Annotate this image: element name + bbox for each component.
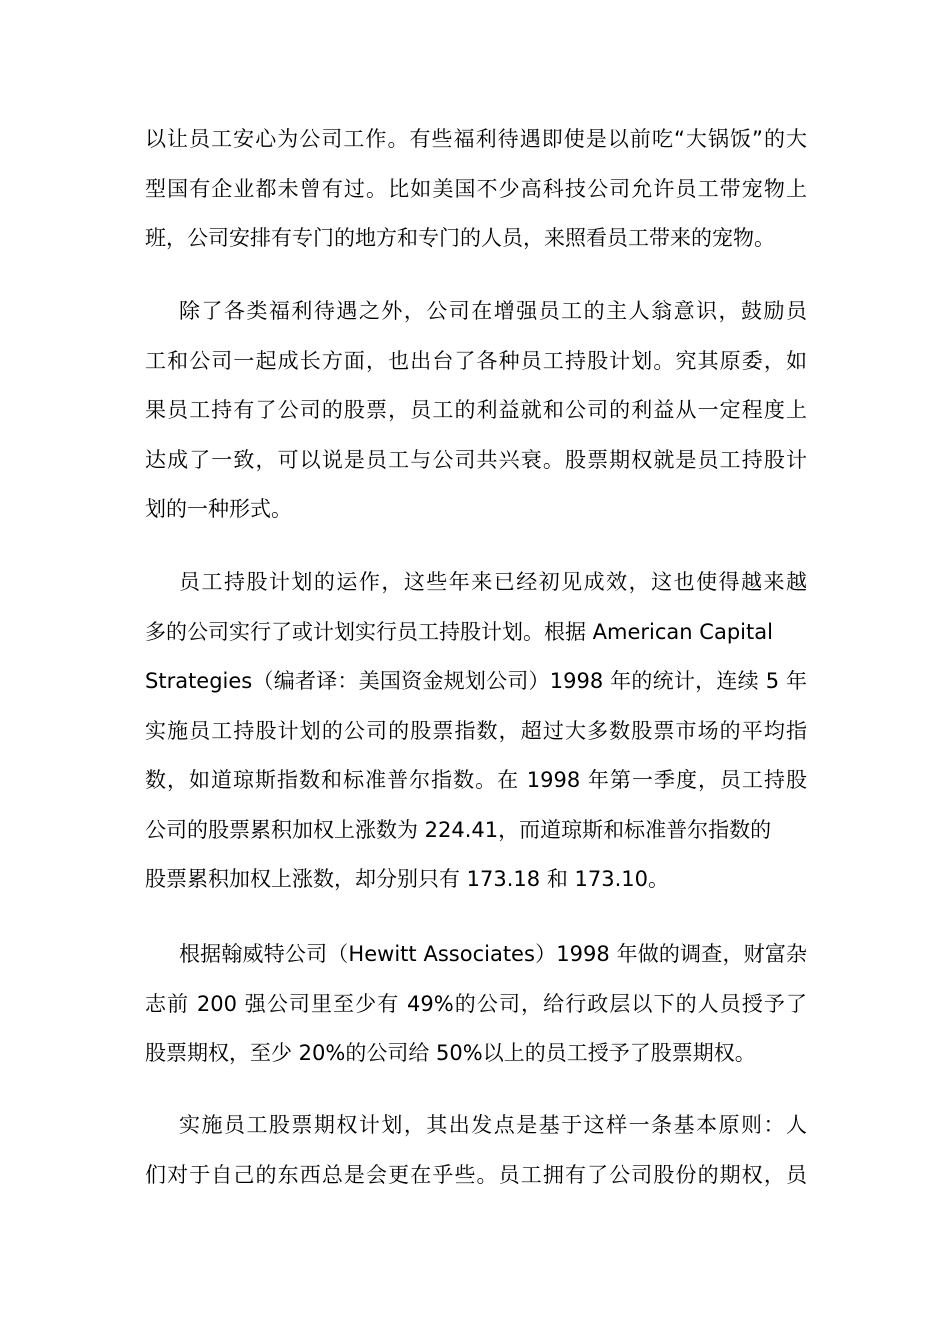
paragraph-principle xyxy=(145,1101,807,1200)
text-line: 实施员工持股计划的公司的股票指数，超过大多数股票市场的平均指 xyxy=(145,718,807,743)
text-line: 以让员工安心为公司工作。有些福利待遇即使是以前吃“大锅饭”的大 xyxy=(145,127,807,151)
text-line: 划的一种形式。 xyxy=(145,497,292,521)
text-line: 多的公司实行了或计划实行员工持股计划。根据 American Capital xyxy=(145,619,773,644)
text-line: 员工持股计划的运作，这些年来已经初见成效，这也使得越来越 xyxy=(179,570,807,594)
text-line: 志前 200 强公司里至少有 49%的公司，给行政层以下的人员授予了 xyxy=(145,991,807,1016)
text-line: 股票累积加权上涨数，却分别只有 173.18 和 173.10。 xyxy=(145,867,669,891)
text-line: 数，如道琼斯指数和标准普尔指数。在 1998 年第一季度，员工持股 xyxy=(145,768,807,792)
text-line: 班，公司安排有专门的地方和专门的人员，来照看员工带来的宠物。 xyxy=(145,226,775,250)
text-line: 根据翰威特公司（Hewitt Associates）1998 年做的调查，财富杂 xyxy=(179,942,807,966)
text-line: 公司的股票累积加权上涨数为 224.41，而道琼斯和标准普尔指数的 xyxy=(145,817,772,842)
text-line: 股票期权，至少 20%的公司给 50%以上的员工授予了股票期权。 xyxy=(145,1041,756,1065)
text-line: 工和公司一起成长方面，也出台了各种员工持股计划。究其原委，如 xyxy=(145,348,807,373)
text-line: 果员工持有了公司的股票，员工的利益就和公司的利益从一定程度上 xyxy=(145,398,807,422)
text-line: Strategies（编者译：美国资金规划公司）1998 年的统计，连续 5 年 xyxy=(145,669,807,693)
paragraph-stock-ownership-plans xyxy=(145,287,807,535)
paragraph-pets-benefits xyxy=(145,115,807,264)
text-line: 达成了一致，可以说是员工与公司共兴衰。股票期权就是员工持股计 xyxy=(145,447,807,472)
paragraph-hewitt-survey xyxy=(145,930,807,1079)
text-line: 们对于自己的东西总是会更在乎些。员工拥有了公司股份的期权，员 xyxy=(145,1162,807,1187)
paragraph-esop-results xyxy=(145,558,807,905)
text-line: 除了各类福利待遇之外，公司在增强员工的主人翁意识，鼓励员 xyxy=(179,299,807,323)
text-line: 实施员工股票期权计划，其出发点是基于这样一条基本原则：人 xyxy=(179,1113,807,1137)
text-line: 型国有企业都未曾有过。比如美国不少高科技公司允许员工带宠物上 xyxy=(145,176,807,201)
